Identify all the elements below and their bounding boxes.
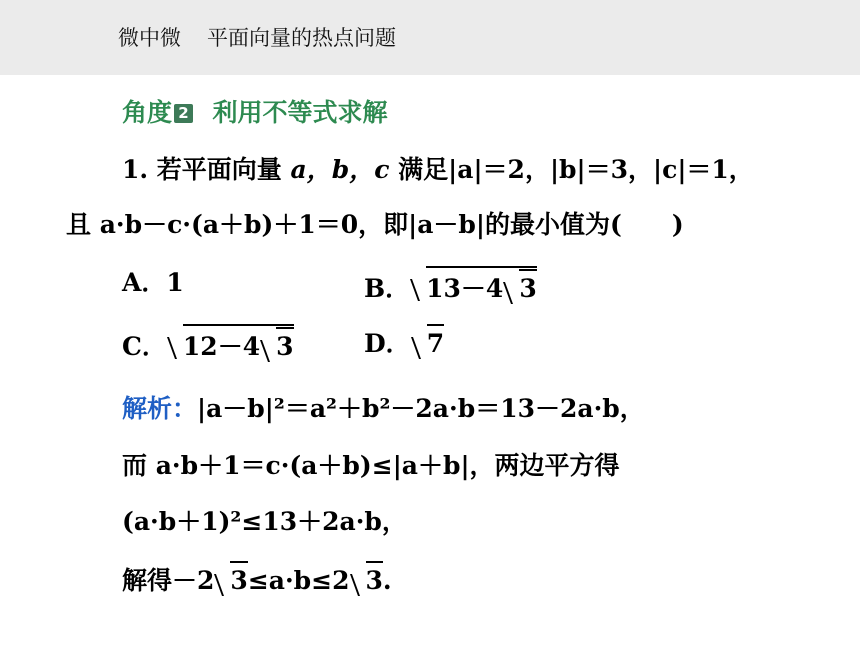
solution-label: 解析：	[122, 394, 198, 423]
option-b	[364, 266, 537, 306]
solution-line-1	[122, 392, 645, 426]
solution-l4-root1: 3	[230, 561, 247, 598]
section-heading	[122, 96, 387, 130]
problem-line-1	[122, 153, 754, 187]
option-a	[122, 266, 184, 300]
option-d-inner: 7	[427, 324, 444, 361]
solution-line-4	[122, 561, 392, 598]
option-b-label: B．	[364, 274, 411, 303]
option-a-label: A．	[122, 268, 167, 297]
header-part1: 微中微	[118, 26, 181, 50]
header-part2: 平面向量的热点问题	[207, 26, 396, 50]
solution-l4-end: .	[382, 566, 392, 595]
option-b-inner: 3	[519, 269, 536, 306]
solution-line-1-text: |a－b|²＝a²＋b²－2a·b＝13－2a·b，	[197, 394, 645, 423]
section-prefix: 角度	[122, 98, 173, 127]
problem-lead: 1. 若平面向量	[122, 155, 282, 184]
option-d	[364, 324, 444, 361]
option-c-label: C．	[122, 332, 167, 361]
problem-vars: a，b，c	[290, 155, 390, 184]
solution-l4-c: ≤a·b≤2	[247, 566, 350, 595]
option-c-inner: 3	[276, 327, 293, 364]
option-c-outer: 12－4	[182, 332, 261, 361]
option-a-value: 1	[166, 268, 184, 297]
solution-line-2: 而 a·b＋1＝c·(a＋b)≤|a＋b|，两边平方得	[122, 451, 620, 480]
problem-line-2: 且 a·b－c·(a＋b)＋1＝0，即|a－b|的最小值为( )	[66, 210, 684, 239]
solution-l4-root2: 3	[366, 561, 383, 598]
option-b-outer: 13－4	[426, 274, 504, 303]
problem-condition: 满足|a|＝2，|b|＝3，|c|＝1，	[398, 155, 754, 184]
option-d-label: D．	[364, 329, 411, 358]
section-number-badge: 2	[174, 104, 193, 123]
solution-l4-a: 解得－2	[122, 566, 215, 595]
section-title: 利用不等式求解	[212, 98, 388, 127]
option-c	[122, 324, 294, 364]
page-header	[118, 22, 396, 52]
solution-line-3: (a·b＋1)²≤13＋2a·b，	[122, 507, 407, 536]
